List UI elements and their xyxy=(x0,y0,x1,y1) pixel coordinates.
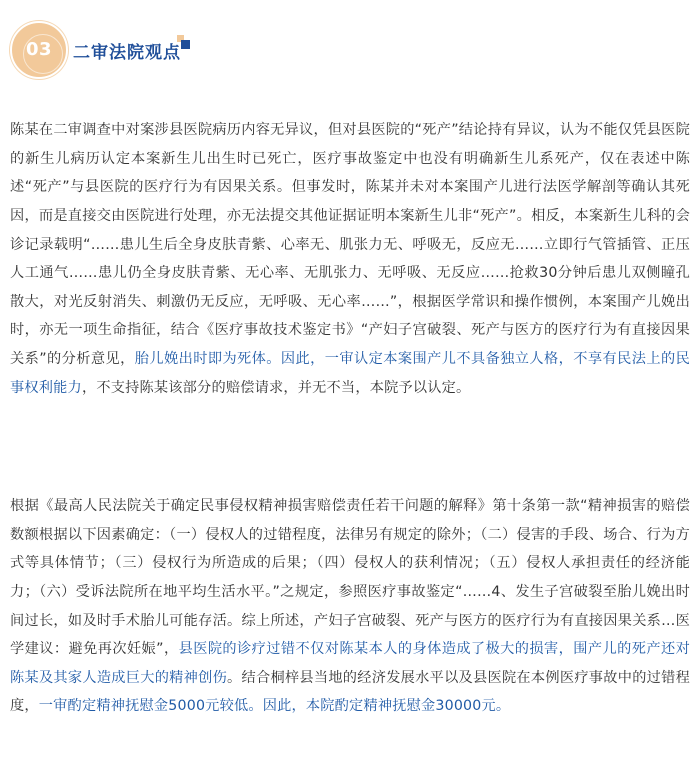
paragraph-1 xyxy=(10,116,690,402)
decorative-squares-icon xyxy=(175,35,191,51)
paragraph-2 xyxy=(10,492,690,721)
section-title: 二审法院观点 xyxy=(73,43,181,63)
paragraph-1-text-a: 陈某在二审调查中对案涉县医院病历内容无异议，但对县医院的“死产”结论持有异议，认为不能仅凭县医院的新生儿病历认定本案新生儿出生时已死亡，医疗事故鉴定中也没有明确新生儿系死产，仅在表述中陈述“死产”与县医院的医疗行为有因果关系。但事发时，陈某并未对本案围产儿进行法医学解剖等确认其死因，而是直接交由医院进行处理，亦无法提交其他证据证明本案新生儿非“死产”。相反，本案新生儿科的会诊记录载明“……患儿生后全身皮肤青紫、心率无、肌张力无、呼吸无，反应无……立即行气管插管、正压人工通气……患儿仍全身皮肤青紫、无心率、无肌张力、无呼吸、无反应……抢救30分钟后患儿双侧瞳孔散大，对光反射消失、刺激仍无反应，无呼吸、无心率……”，根据医学常识和操作惯例，本案围产儿娩出时，亦无一项生命指征，结合《医疗事故技术鉴定书》“产妇子宫破裂、死产与医方的医疗行为有直接因果关系”的分析意见， xyxy=(10,122,690,367)
section-number-badge xyxy=(10,21,68,79)
section-header xyxy=(10,21,310,81)
paragraph-2-highlight-b: 一审酌定精神抚慰金5000元较低。因此，本院酌定精神抚慰金30000元。 xyxy=(38,698,511,715)
paragraph-1-text-b: ，不支持陈某该部分的赔偿请求，并无不当，本院予以认定。 xyxy=(81,379,471,396)
paragraph-2-text-a: 根据《最高人民法院关于确定民事侵权精神损害赔偿责任若干问题的解释》第十条第一款“精神损害的赔偿数额根据以下因素确定：（一）侵权人的过错程度，法律另有规定的除外；（二）侵害的手段、场合、行为方式等具体情节；（三）侵权行为所造成的后果；（四）侵权人的获利情况；（五）侵权人承担责任的经济能力；（六）受诉法院所在地平均生活水平。”之规定，参照医疗事故鉴定“……4、发生子宫破裂至胎儿娩出时间过长，如及时手术胎儿可能存活。综上所述，产妇子宫破裂、死产与医方的医疗行为有直接因果关系…医学建议：避免再次妊娠”， xyxy=(10,498,690,658)
paragraph-2-text-b: 。结合桐梓县当地的经济发展水平以及县医院在本例医疗事故中的过错程度， xyxy=(10,669,690,715)
paragraph-2-highlight-a: 县医院的诊疗过错不仅对陈某本人的身体造成了极大的损害，围产儿的死产还对陈某及其家人造成巨大的精神创伤 xyxy=(10,641,690,686)
paragraph-1-highlight: 胎儿娩出时即为死体。因此，一审认定本案围产儿不具备独立人格，不享有民法上的民事权利能力 xyxy=(10,350,690,396)
deco-square-blue xyxy=(181,40,190,49)
section-number: 03 xyxy=(25,39,53,60)
